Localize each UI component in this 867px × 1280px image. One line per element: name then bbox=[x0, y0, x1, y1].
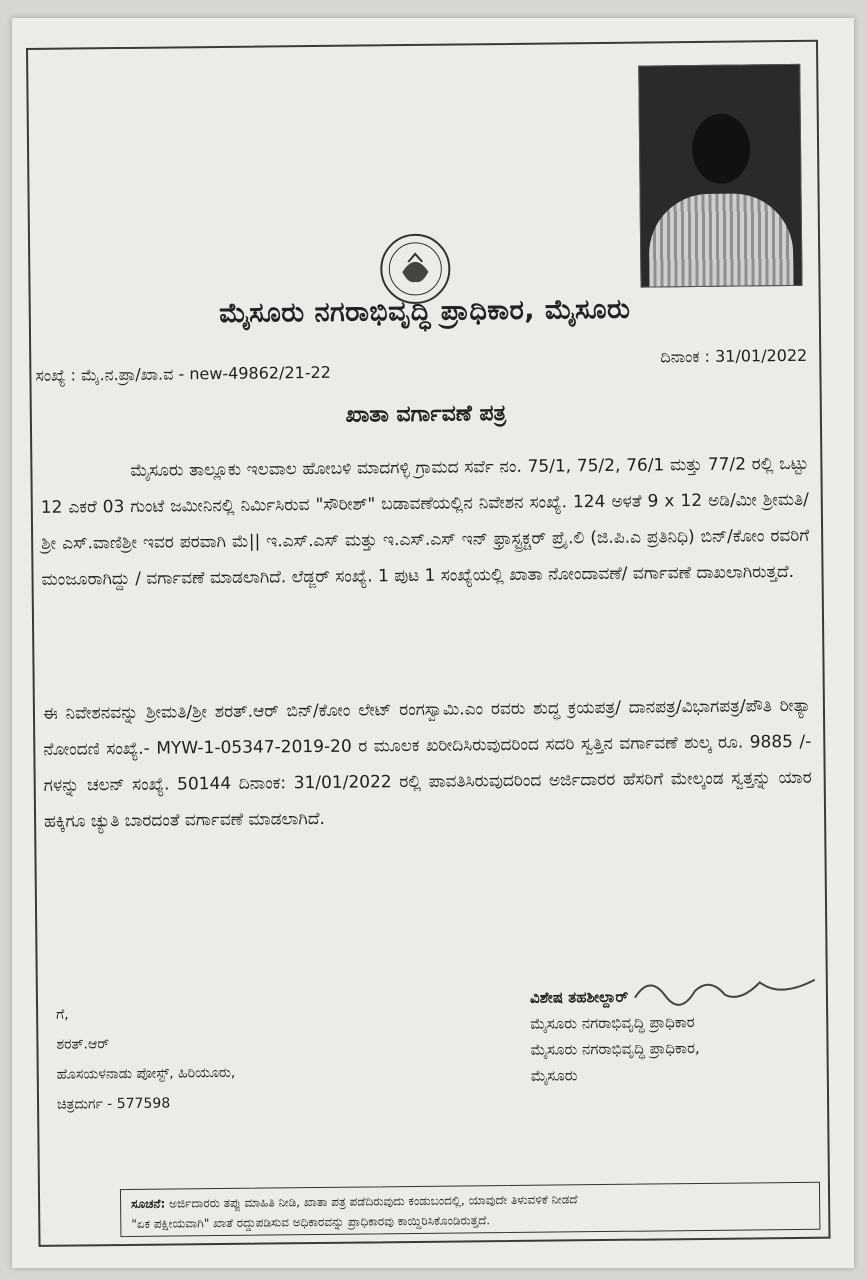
organization-title: ಮೈಸೂರು ನಗರಾಭಿವೃದ್ಧಿ ಪ್ರಾಧಿಕಾರ, ಮೈಸೂರು bbox=[218, 293, 631, 329]
document-title: ಖಾತಾ ವರ್ಗಾವಣೆ ಪತ್ರ bbox=[345, 400, 507, 428]
notice-text-1: ಅರ್ಜಿದಾರರು ತಪ್ಪು ಮಾಹಿತಿ ನೀಡಿ, ಖಾತಾ ಪತ್ರ ಪಡೆದಿರುವುದು ಕಂಡುಬಂದಲ್ಲಿ, ಯಾವುದೇ ತಿಳುವಳಿಕೆ ನೀಡದೆ bbox=[169, 1192, 578, 1211]
photo-head bbox=[692, 113, 751, 184]
addressee-block bbox=[56, 998, 236, 1120]
photo-shirt bbox=[649, 193, 794, 288]
document-frame bbox=[26, 40, 831, 1247]
notice-label: ಸೂಚನೆ: bbox=[131, 1196, 166, 1211]
addressee-district: ಚಿತ್ರದುರ್ಗ - 577598 bbox=[56, 1095, 171, 1113]
issue-date: ದಿನಾಂಕ : 31/01/2022 bbox=[660, 345, 808, 367]
document-sheet bbox=[12, 18, 854, 1268]
body-paragraph-2: ಈ ನಿವೇಶನವನ್ನು ಶ್ರೀಮತಿ/ಶ್ರೀ ಶರತ್.ಆರ್ ಬಿನ್/ಕೋಂ ಲೇಟ್ ರಂಗಸ್ವಾಮಿ.ಎಂ ರವರು ಶುದ್ಧ ಕ್ರಯಪತ್ರ/ ದಾನಪತ್ರ/ವಿಭಾಗಪತ್ರ/ಪೌತಿ ರೀತ್ಯಾ ನೋಂದಣಿ ಸಂಖ್ಯೆ.- MYW-1-05347-2019-20 ರ ಮೂಲಕ ಖರೀದಿಸಿರುವುದರಿಂದ ಸದರಿ ಸ್ವತ್ತಿನ ವರ್ಗಾವಣೆ ಶುಲ್ಕ ರೂ. 9885 /- ಗಳನ್ನು ಚಲನ್ ಸಂಖ್ಯೆ. 50144 ದಿನಾಂಕ: 31/01/2022 ರಲ್ಲಿ ಪಾವತಿಸಿರುವುದರಿಂದ ಅರ್ಜಿದಾರರ ಹೆಸರಿಗೆ ಮೇಲ್ಕಂಡ ಸ್ವತ್ತನ್ನು ಯಾರ ಹಕ್ಕಿಗೂ ಚ್ಯುತಿ ಬಾರದಂತೆ ವರ್ಗಾವಣೆ ಮಾಡಲಾಗಿದೆ. bbox=[42, 695, 812, 832]
signatory-office: ಮೈಸೂರು ನಗರಾಭಿವೃದ್ಧಿ ಪ್ರಾಧಿಕಾರ bbox=[530, 1013, 695, 1033]
signatory-office-full: ಮೈಸೂರು ನಗರಾಭಿವೃದ್ಧಿ ಪ್ರಾಧಿಕಾರ, bbox=[530, 1039, 700, 1059]
notice-box bbox=[120, 1182, 820, 1237]
addressee-name: ಶರತ್.ಆರ್ bbox=[56, 1036, 110, 1053]
signatory-city: ಮೈಸೂರು bbox=[530, 1066, 578, 1085]
notice-line-2: "ಏಕ ಪಕ್ಷೀಯವಾಗಿ" ಖಾತೆ ರದ್ದುಪಡಿಸುವ ಅಧಿಕಾರವನ್ನು ಪ್ರಾಧಿಕಾರವು ಕಾಯ್ದಿರಿಸಿಕೊಂಡಿರುತ್ತದೆ. bbox=[131, 1213, 491, 1231]
signature-scribble-icon bbox=[630, 968, 820, 1010]
signatory-title: ವಿಶೇಷ ತಹಶೀಲ್ದಾರ್ bbox=[529, 987, 629, 1007]
addressee-to: ಗೆ, bbox=[56, 1006, 69, 1023]
addressee-address: ಹೊಸಯಳನಾಡು ಪೋಸ್ಟ್, ಹಿರಿಯೂರು, bbox=[56, 1064, 236, 1083]
body-paragraph-1: ಮೈಸೂರು ತಾಲ್ಲೂಕು ಇಲವಾಲ ಹೋಬಳಿ ಮಾದಗಳ್ಳಿ ಗ್ರಾಮದ ಸರ್ವೆ ನಂ. 75/1, 75/2, 76/1 ಮತ್ತು 77/2 ರಲ್ಲಿ ಒಟ್ಟು 12 ಎಕರೆ 03 ಗುಂಟೆ ಜಮೀನಿನಲ್ಲಿ ನಿರ್ಮಿಸಿರುವ "ಸೌರೀಶ್" ಬಡಾವಣೆಯಲ್ಲಿನ ನಿವೇಶನ ಸಂಖ್ಯೆ. 124 ಅಳತೆ 9 x 12 ಅಡಿ/ಮೀ ಶ್ರೀಮತಿ/ಶ್ರೀ ಎಸ್.ವಾಣಿಶ್ರೀ ಇವರ ಪರವಾಗಿ ಮೆ|| ಇ.ಎಸ್.ಎಸ್ ಮತ್ತು ಇ.ಎಸ್.ಎಸ್ ಇನ್ ಫ್ರಾಸ್ಟ್ರಕ್ಚರ್ ಪ್ರೈ.ಲಿ (ಜಿ.ಪಿ.ಎ ಪ್ರತಿನಿಧಿ) ಬಿನ್/ಕೋಂ ರವರಿಗೆ ಮಂಜೂರಾಗಿದ್ದು / ವರ್ಗಾವಣೆ ಮಾಡಲಾಗಿದೆ. ಲೆಡ್ಜರ್ ಸಂಖ್ಯೆ. 1 ಪುಟ 1 ಸಂಖ್ಯೆಯಲ್ಲಿ ಖಾತಾ ನೋಂದಾವಣೆ/ ವರ್ಗಾವಣೆ ದಾಖಲಾಗಿರುತ್ತದೆ. bbox=[40, 453, 810, 590]
reference-number: ಸಂಖ್ಯೆ : ಮೈ.ನ.ಪ್ರಾ/ಖಾ.ವ - new-49862/21-22 bbox=[35, 362, 331, 385]
signatory-block bbox=[530, 982, 821, 1089]
applicant-photo bbox=[638, 64, 802, 288]
